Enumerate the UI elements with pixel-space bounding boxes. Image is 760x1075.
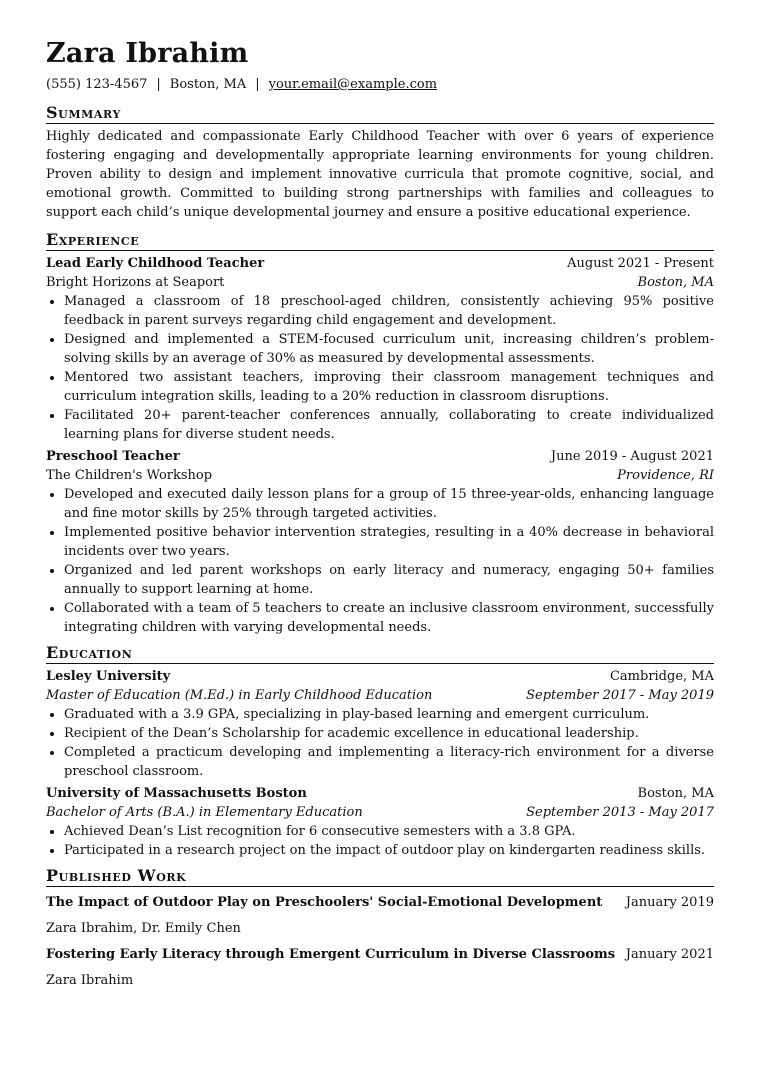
- candidate-name: Zara Ibrahim: [46, 38, 249, 69]
- bullet-item: • Managed a classroom of 18 preschool-aged children, consistently achieving 95% positive feedback in parent surveys regarding child engagement and development.: [64, 292, 714, 330]
- education-bullets: [46, 822, 714, 860]
- job-location: Providence, RI: [617, 468, 714, 483]
- bullet-item: • Collaborated with a team of 5 teachers to create an inclusive classroom environment, successfully integrating children with varying developmental needs.: [64, 599, 714, 637]
- job-entry: [46, 254, 714, 444]
- job-employer: The Children's Workshop: [46, 468, 213, 483]
- job-role: Lead Early Childhood Teacher: [46, 256, 265, 271]
- bullet-item: • Achieved Dean’s List recognition for 6 consecutive semesters with a 3.8 GPA.: [64, 822, 714, 841]
- section-title-summary: Summary: [46, 103, 714, 124]
- job-bullets: [46, 292, 714, 444]
- publication-entry: [46, 945, 714, 990]
- bullet-item: • Completed a practicum developing and implementing a literacy-rich environment for a diverse preschool classroom.: [64, 743, 714, 781]
- location-text: Boston, MA: [169, 77, 247, 92]
- job-entry: [46, 447, 714, 637]
- section-title-published: Published Work: [46, 866, 714, 887]
- education-section: [46, 643, 714, 860]
- bullet-item: • Facilitated 20+ parent-teacher conferences annually, collaborating to create individualized learning plans for diverse student needs.: [64, 406, 714, 444]
- job-employer: Bright Horizons at Seaport: [46, 275, 225, 290]
- published-section: [46, 866, 714, 990]
- publication-entry: [46, 893, 714, 938]
- education-dates: September 2017 - May 2019: [526, 688, 714, 703]
- bullet-item: • Implemented positive behavior intervention strategies, resulting in a 40% decrease in behavioral incidents over two years.: [64, 523, 714, 561]
- publication-date: January 2021: [625, 947, 714, 962]
- publication-title: The Impact of Outdoor Play on Preschoolers' Social-Emotional Development: [46, 895, 603, 910]
- section-title-education: Education: [46, 643, 714, 664]
- job-dates: August 2021 - Present: [567, 256, 714, 271]
- publication-date: January 2019: [625, 895, 714, 910]
- education-entry: [46, 667, 714, 781]
- publication-authors: Zara Ibrahim: [46, 973, 134, 988]
- bullet-item: • Recipient of the Dean’s Scholarship for academic excellence in educational leadership.: [64, 724, 714, 743]
- school-location: Cambridge, MA: [609, 669, 714, 684]
- school-name: Lesley University: [46, 669, 171, 684]
- publication-authors: Zara Ibrahim, Dr. Emily Chen: [46, 921, 241, 936]
- experience-section: [46, 230, 714, 637]
- contact-separator: |: [255, 77, 260, 92]
- job-bullets: [46, 485, 714, 637]
- job-dates: June 2019 - August 2021: [550, 449, 714, 464]
- job-role: Preschool Teacher: [46, 449, 180, 464]
- bullet-item: • Graduated with a 3.9 GPA, specializing in play-based learning and emergent curriculum.: [64, 705, 714, 724]
- bullet-item: • Mentored two assistant teachers, improving their classroom management techniques and curriculum integration skills, leading to a 20% reduction in classroom disruptions.: [64, 368, 714, 406]
- job-location: Boston, MA: [637, 275, 714, 290]
- phone-number: (555) 123-4567: [46, 77, 148, 92]
- summary-section: [46, 103, 714, 222]
- education-dates: September 2013 - May 2017: [526, 805, 714, 820]
- education-bullets: [46, 705, 714, 781]
- publication-title: Fostering Early Literacy through Emergent Curriculum in Diverse Classrooms: [46, 947, 616, 962]
- resume-page: [46, 38, 714, 997]
- education-entry: [46, 784, 714, 860]
- bullet-item: • Developed and executed daily lesson plans for a group of 15 three-year-olds, enhancing language and fine motor skills by 25% through targeted activities.: [64, 485, 714, 523]
- summary-text: Highly dedicated and compassionate Early Childhood Teacher with over 6 years of experience fostering engaging and developmentally appropriate learning environments for young children. Proven ability to design and implement innovative curricula that promote cognitive, social, and emotional growth. Committed to building strong partnerships with families and colleagues to support each child’s unique developmental journey and ensure a positive educational experience.: [46, 129, 714, 220]
- degree-name: Master of Education (M.Ed.) in Early Childhood Education: [46, 688, 433, 703]
- bullet-item: • Participated in a research project on the impact of outdoor play on kindergarten readiness skills.: [64, 841, 714, 860]
- school-location: Boston, MA: [637, 786, 714, 801]
- section-title-experience: Experience: [46, 230, 714, 251]
- bullet-item: • Designed and implemented a STEM-focused curriculum unit, increasing children’s problem-solving skills by an average of 30% as measured by developmental assessments.: [64, 330, 714, 368]
- school-name: University of Massachusetts Boston: [46, 786, 307, 801]
- contact-separator: |: [156, 77, 161, 92]
- bullet-item: • Organized and led parent workshops on early literacy and numeracy, engaging 50+ families annually to support learning at home.: [64, 561, 714, 599]
- degree-name: Bachelor of Arts (B.A.) in Elementary Education: [46, 805, 363, 820]
- email-link[interactable]: your.email@example.com: [268, 77, 438, 92]
- contact-line: [46, 76, 714, 94]
